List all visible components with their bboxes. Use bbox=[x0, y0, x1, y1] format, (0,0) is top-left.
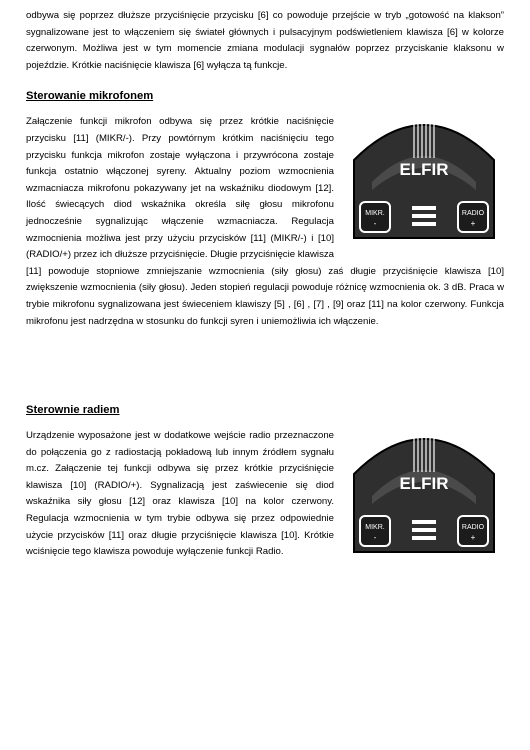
mikr-button-sign: - bbox=[373, 219, 377, 229]
radio-plus-button[interactable] bbox=[458, 202, 488, 232]
radio-button-label: RADIO bbox=[461, 524, 485, 532]
intro-paragraph: odbywa się poprzez dłuższe przyciśnięcie przycisku [6] co powoduje przejście w tryb „gotowość na klakson” sygnalizowane jest to włączeniem się świateł głównych i pulsacyjnym podświetleniem klawisza [6] w kolorze czerwonym. Możliwa jest w tym momencie zmiana modulacji sygnałów poprzez przyciskanie klaksonu w pojeździe. Krótkie naciśnięcie klawisza [6] wyłącza tą funkcje. bbox=[26, 10, 504, 71]
radio-button-sign: + bbox=[470, 219, 476, 229]
control-panel-image-mic bbox=[344, 120, 504, 252]
heading-radio-control: Sterownie radiem bbox=[26, 404, 120, 417]
panel-brand-logo: ELFIR bbox=[399, 474, 449, 494]
heading-mic-control: Sterowanie mikrofonem bbox=[26, 90, 154, 103]
control-panel-illustration bbox=[344, 120, 504, 252]
radio-paragraph: Urządzenie wyposażone jest w dodatkowe wejście radio przeznaczone do połączenia go z radiostacją pokładową lub innym źródłem sygnału m.cz. Załączenie tej funkcji odbywa się przez krótkie przyciśnięcie klawisza [10] (RADIO/+). Sygnalizacją jest zaświecenie się diod wskaźnika siły głosu [12] oraz klawisza [10] na kolor czerwony. Regulacja wzmocnienia w tym trybie odbywa się przez odpowiednie użycie przycisków [11] oraz długie przyciśnięcie klawisza [10]. Krótkie wciśnięcie tego klawisza powoduje wyłączenie funkcji Radio. bbox=[26, 430, 334, 558]
led-level-indicator bbox=[412, 520, 436, 540]
radio-button-label: RADIO bbox=[461, 210, 485, 218]
panel-brand-logo: ELFIR bbox=[399, 160, 449, 180]
mikr-button-label: MIKR. bbox=[365, 524, 385, 532]
document-page bbox=[26, 8, 504, 570]
mikr-button-sign: - bbox=[373, 533, 377, 543]
mic-section bbox=[26, 114, 504, 330]
mikr-minus-button[interactable] bbox=[360, 516, 390, 546]
mikr-button-label: MIKR. bbox=[365, 210, 385, 218]
radio-plus-button[interactable] bbox=[458, 516, 488, 546]
control-panel-image-radio bbox=[344, 434, 504, 566]
mikr-minus-button[interactable] bbox=[360, 202, 390, 232]
control-panel-illustration bbox=[344, 434, 504, 566]
mic-paragraph: Załączenie funkcji mikrofon odbywa się przez krótkie naciśnięcie przycisku [11] (MIKR/-). Przy powtórnym krótkim naciśnięciu tego przycisku funkcja mikrofon zostaje wyłączona i przywrócona zostaje funkcja ostatnio włączonej syreny. Aktualny poziom wzmocnienia wzmacniacza mikrofonu pokazywany jet na wskaźniku diodowym [12]. Ilość świecących diod wskaźnika określa siłę głosu mikrofonu jednocześnie sygnalizując włączenie wzmacniacza. Regulacja wzmocnienia możliwa jest przy użyciu przycisków [11] (MIKR/-) i [10] (RADIO/+) przez ich dłuższe przyciśnięcie. Długie przyciśnięcie klawisza [11] powoduje stopniowe zmniejszanie wzmocnienia (siły głosu) zaś długie przyciśnięcie klawisza [10] zwiększenie wzmocnienia (siły głosu). Jeden stopień regulacji powoduje różnicę wzmocnienia ok. 3 dB. Praca w trybie mikrofonu sygnalizowana jest świeceniem klawiszy [5] , [6] , [7] , [9] oraz [11] na kolor czerwony. Funkcja mikrofonu jest nadrzędna w stosunku do funkcji syren i uniemożliwia ich włączenie. bbox=[26, 116, 504, 327]
radio-section bbox=[26, 428, 504, 561]
led-level-indicator bbox=[412, 206, 436, 226]
radio-button-sign: + bbox=[470, 533, 476, 543]
